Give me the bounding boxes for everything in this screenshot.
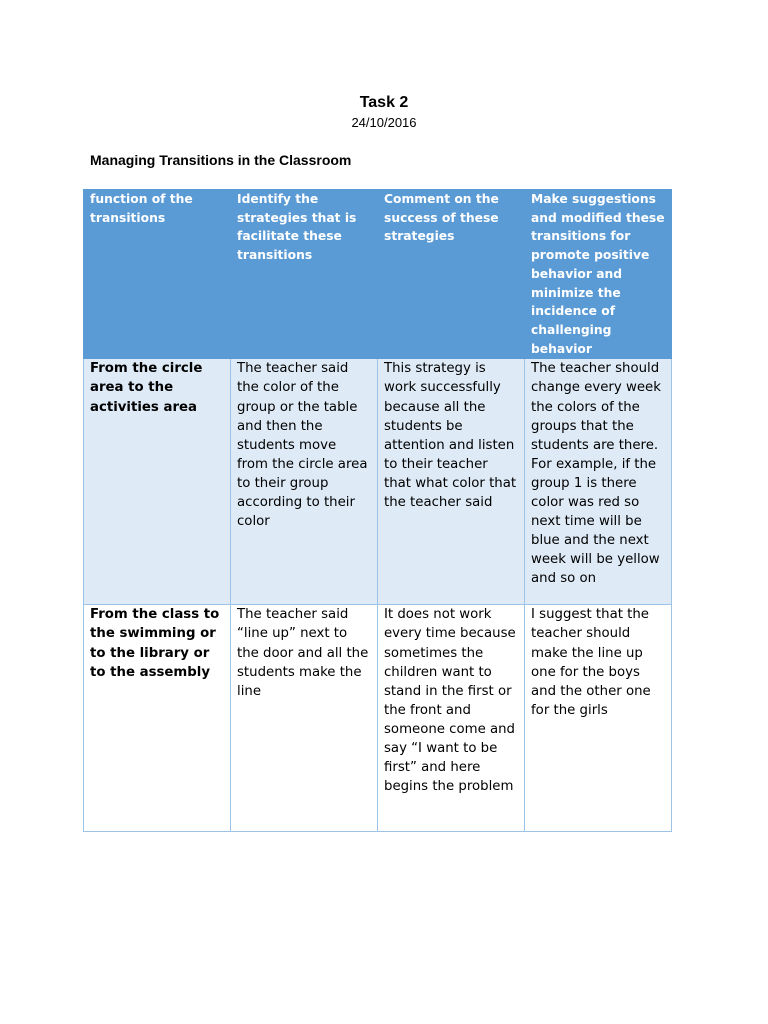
document-title: Task 2	[359, 94, 409, 111]
table-row	[84, 605, 672, 832]
table-cell-function: From the class to the swimming or to the library or to the assembly	[84, 605, 231, 832]
table-cell-strategies: The teacher said the color of the group or the table and then the students move from the circle area to their group according to their color	[231, 359, 378, 605]
header-cell-suggestions: Make suggestions and modified these transitions for promote positive behavior and minimize the incidence of challenging behavior	[525, 190, 672, 359]
table-cell-function: From the circle area to the activities area	[84, 359, 231, 605]
table-row	[84, 359, 672, 605]
table-cell-suggestions: I suggest that the teacher should make the line up one for the boys and the other one for the girls	[525, 605, 672, 832]
document-date: 24/10/2016	[351, 115, 417, 130]
header-cell-function: function of the transitions	[84, 190, 231, 359]
table-cell-strategies: The teacher said “line up” next to the door and all the students make the line	[231, 605, 378, 832]
header-cell-strategies: Identify the strategies that is facilitate these transitions	[231, 190, 378, 359]
transitions-table	[83, 189, 672, 832]
document-subtitle: Managing Transitions in the Classroom	[90, 152, 352, 168]
table-header-row	[84, 190, 672, 359]
table-cell-suggestions: The teacher should change every week the colors of the groups that the students are there. For example, if the group 1 is there color was red so next time will be blue and the next week will be yellow and so on	[525, 359, 672, 605]
table-cell-success: This strategy is work successfully because all the students be attention and listen to their teacher that what color that the teacher said	[378, 359, 525, 605]
table-cell-success: It does not work every time because sometimes the children want to stand in the first or the front and someone come and say “I want to be first” and here begins the problem	[378, 605, 525, 832]
header-cell-success: Comment on the success of these strategies	[378, 190, 525, 359]
